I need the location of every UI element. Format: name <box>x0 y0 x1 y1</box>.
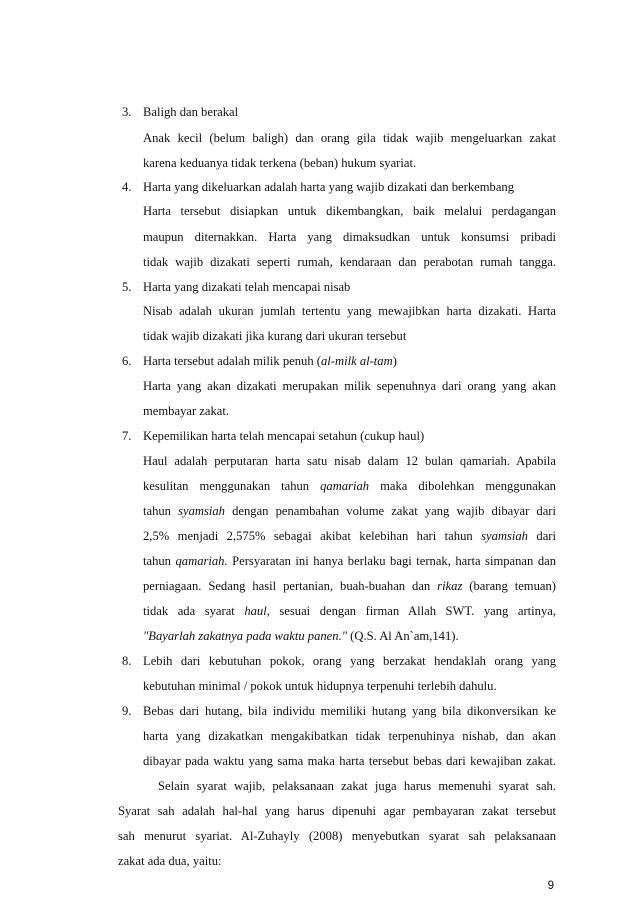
list-number: 4. <box>122 180 132 194</box>
body-line: kesulitan menggunakan tahun qamariah maka dibolehkan menggunakan <box>143 479 556 493</box>
body-line: karena keduanya tidak terkena (beban) hukum syariat. <box>143 156 417 170</box>
body-line: harta yang dizakatkan mengakibatkan tidak terpenuhinya nishab, dan akan <box>143 729 556 743</box>
list-heading: Harta yang dizakati telah mencapai nisab <box>143 280 351 294</box>
body-line: tahun syamsiah dengan penambahan volume zakat yang wajib dibayar dari <box>143 504 556 518</box>
list-heading: Harta tersebut adalah milik penuh (al-milk al-tam) <box>143 354 397 368</box>
body-line: tidak wajib dizakati jika kurang dari ukuran tersebut <box>143 329 407 343</box>
list-number: 5. <box>122 280 132 294</box>
body-line: tidak ada syarat haul, sesuai dengan firman Allah SWT. yang artinya, <box>143 604 556 618</box>
list-number: 6. <box>122 354 132 368</box>
body-line: 2,5% menjadi 2,575% sebagai akibat kelebihan hari tahun syamsiah dari <box>143 529 556 543</box>
list-number: 8. <box>122 654 132 668</box>
body-line: tahun qamariah. Persyaratan ini hanya berlaku bagi ternak, harta simpanan dan <box>143 554 556 568</box>
body-line: tidak wajib dizakati seperti rumah, kendaraan dan perabotan rumah tangga. <box>143 255 556 269</box>
body-line: Nisab adalah ukuran jumlah tertentu yang mewajibkan harta dizakati. Harta <box>143 304 556 318</box>
body-line: dibayar pada waktu yang sama maka harta tersebut bebas dari kewajiban zakat. <box>143 754 556 768</box>
body-line: perniagaan. Sedang hasil pertanian, buah-buahan dan rikaz (barang temuan) <box>143 579 556 593</box>
body-line: Haul adalah perputaran harta satu nisab dalam 12 bulan qamariah. Apabila <box>143 454 556 468</box>
list-number: 7. <box>122 429 132 443</box>
paragraph-line: sah menurut syariat. Al-Zuhayly (2008) menyebutkan syarat sah pelaksanaan <box>118 829 556 843</box>
paragraph-line: zakat ada dua, yaitu: <box>118 854 222 868</box>
list-heading: Harta yang dikeluarkan adalah harta yang wajib dizakati dan berkembang <box>143 180 515 194</box>
body-line: kebutuhan minimal / pokok untuk hidupnya terpenuhi terlebih dahulu. <box>143 679 497 693</box>
body-line: Harta tersebut disiapkan untuk dikembangkan, baik melalui perdagangan <box>143 204 556 218</box>
list-number: 9. <box>122 704 132 718</box>
paragraph-line: Syarat sah adalah hal-hal yang harus dipenuhi agar pembayaran zakat tersebut <box>118 804 556 818</box>
list-heading: Lebih dari kebutuhan pokok, orang yang berzakat hendaklah orang yang <box>143 654 556 668</box>
list-heading: Baligh dan berakal <box>143 105 239 119</box>
list-number: 3. <box>122 105 132 119</box>
body-line: membayar zakat. <box>143 404 230 418</box>
paragraph-line: Selain syarat wajib, pelaksanaan zakat juga harus memenuhi syarat sah. <box>158 779 556 793</box>
list-heading: Kepemilikan harta telah mencapai setahun (cukup haul) <box>143 429 425 443</box>
body-line: maupun diternakkan. Harta yang dimaksudkan untuk konsumsi pribadi <box>143 230 556 244</box>
list-heading: Bebas dari hutang, bila individu memiliki hutang yang bila dikonversikan ke <box>143 704 556 718</box>
body-line: Harta yang akan dizakati merupakan milik sepenuhnya dari orang yang akan <box>143 379 556 393</box>
body-line: "Bayarlah zakatnya pada waktu panen." (Q.S. Al An`am,141). <box>143 629 459 643</box>
page-number: 9 <box>547 880 554 892</box>
body-line: Anak kecil (belum baligh) dan orang gila tidak wajib mengeluarkan zakat <box>143 131 556 145</box>
